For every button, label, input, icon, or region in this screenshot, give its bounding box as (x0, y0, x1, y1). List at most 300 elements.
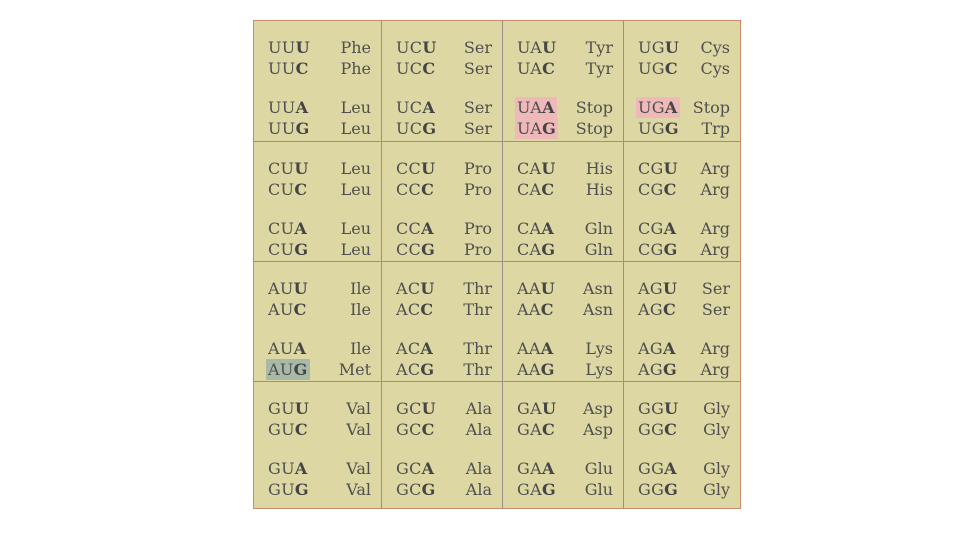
amino-acid: Thr (463, 279, 492, 298)
amino-acid: Val (346, 420, 371, 439)
codon-row (254, 338, 381, 359)
amino-acid: Asn (582, 300, 613, 319)
amino-acid: His (585, 180, 613, 199)
codon-row (503, 419, 623, 440)
codon-bases: GG (638, 459, 665, 478)
amino-acid: Stop (575, 98, 613, 117)
codon (394, 37, 439, 58)
codon-third-base: A (664, 98, 678, 117)
codon-row (624, 37, 740, 58)
amino-acid: Ile (350, 300, 371, 319)
codon-third-base: U (295, 38, 310, 57)
codon-bases: CA (517, 240, 542, 259)
codon-bases: UC (396, 119, 423, 138)
codon-row (503, 479, 623, 500)
amino-acid: Stop (575, 119, 613, 138)
codon-bases: AG (638, 360, 663, 379)
amino-acid: Gly (703, 399, 730, 418)
codon (394, 97, 437, 118)
codon-third-base: C (664, 420, 678, 439)
codon (394, 58, 437, 79)
codon-third-base: A (294, 219, 308, 238)
codon-third-base: C (295, 59, 309, 78)
codon (515, 458, 557, 479)
codon (515, 37, 558, 58)
amino-acid: Lys (585, 360, 613, 379)
codon (266, 97, 310, 118)
amino-acid: Phe (340, 38, 371, 57)
codon-row (624, 479, 740, 500)
amino-acid: Ala (465, 420, 492, 439)
codon-third-base: G (294, 480, 309, 499)
codon-third-base: A (295, 98, 309, 117)
codon-row (382, 179, 502, 200)
codon (266, 58, 311, 79)
codon-row (382, 359, 502, 380)
codon-row (254, 118, 381, 139)
codon-row (382, 118, 502, 139)
codon-third-base: G (421, 240, 436, 259)
codon (266, 158, 311, 179)
codon-bases: AU (268, 279, 294, 298)
codon-third-base: U (540, 279, 555, 298)
codon-bases: GC (396, 459, 422, 478)
codon-third-base: A (421, 459, 435, 478)
amino-acid: Asp (582, 399, 613, 418)
codon-bases: CG (638, 240, 664, 259)
amino-acid: Asn (582, 279, 613, 298)
codon-block (254, 262, 382, 382)
codon-third-base: A (541, 219, 555, 238)
amino-acid: Thr (463, 300, 492, 319)
codon-block (624, 142, 740, 262)
codon-row (503, 118, 623, 139)
codon (266, 118, 312, 139)
codon-bases: CG (638, 180, 664, 199)
codon-bases: UG (638, 59, 665, 78)
stop-codon (515, 118, 558, 139)
codon-row (503, 299, 623, 320)
codon-third-base: A (293, 339, 307, 358)
codon (394, 239, 437, 260)
codon (394, 458, 436, 479)
amino-acid: Ala (465, 459, 492, 478)
codon-bases: GU (268, 480, 295, 499)
codon (394, 338, 435, 359)
codon-bases: AG (638, 300, 663, 319)
amino-acid: Pro (463, 240, 492, 259)
amino-acid: Glu (584, 459, 613, 478)
amino-acid: Ala (465, 480, 492, 499)
codon-row (503, 398, 623, 419)
codon-third-base: U (663, 159, 678, 178)
codon-block (382, 382, 503, 508)
codon-block (503, 21, 624, 142)
codon-bases: UU (268, 59, 296, 78)
codon-third-base: G (295, 119, 310, 138)
codon (394, 419, 437, 440)
codon-third-base: A (540, 339, 554, 358)
codon-third-base: G (294, 240, 309, 259)
codon (636, 479, 680, 500)
codon-third-base: U (664, 38, 680, 57)
amino-acid: Ser (463, 119, 492, 138)
amino-acid: Ser (463, 98, 492, 117)
codon (636, 458, 679, 479)
codon (394, 398, 438, 419)
codon-row (624, 458, 740, 479)
codon-bases: CA (517, 180, 542, 199)
codon-third-base: A (662, 339, 676, 358)
codon-row (503, 278, 623, 299)
codon-block (254, 382, 382, 508)
amino-acid: Ser (701, 279, 730, 298)
codon-bases: GG (638, 399, 665, 418)
codon-row (382, 58, 502, 79)
codon (636, 419, 679, 440)
codon-row (624, 239, 740, 260)
codon-bases: UA (517, 59, 543, 78)
codon (266, 239, 310, 260)
codon-bases: AU (268, 339, 294, 358)
codon-row (503, 97, 623, 118)
codon-third-base: C (542, 59, 556, 78)
codon-bases: AC (396, 360, 421, 379)
amino-acid: Leu (340, 119, 371, 138)
codon (515, 58, 557, 79)
codon-row (503, 179, 623, 200)
codon (394, 179, 436, 200)
codon-third-base: C (662, 300, 676, 319)
codon-bases: CA (517, 159, 542, 178)
codon-bases: UC (396, 59, 423, 78)
codon (266, 179, 309, 200)
codon-bases: GG (638, 480, 665, 499)
codon-row (624, 58, 740, 79)
codon-bases: GC (396, 420, 422, 439)
codon-bases: UU (268, 38, 296, 57)
codon-bases: UG (638, 98, 665, 117)
codon-bases: UC (396, 38, 423, 57)
codon-row (254, 479, 381, 500)
codon-third-base: A (541, 459, 555, 478)
amino-acid: Ser (701, 300, 730, 319)
codon-third-base: C (420, 300, 434, 319)
codon (394, 118, 438, 139)
codon-bases: AU (268, 300, 294, 319)
codon-third-base: G (664, 119, 679, 138)
codon (515, 218, 556, 239)
codon-row (503, 37, 623, 58)
codon-third-base: C (294, 180, 308, 199)
codon-third-base: C (540, 300, 554, 319)
amino-acid: Val (346, 459, 371, 478)
codon-row (254, 278, 381, 299)
codon-third-base: G (541, 480, 556, 499)
codon-bases: CC (396, 159, 422, 178)
codon (394, 479, 438, 500)
codon (636, 299, 678, 320)
codon-block (382, 262, 503, 382)
codon-third-base: A (664, 459, 677, 478)
codon-bases: AU (268, 360, 294, 379)
codon-third-base: C (664, 59, 678, 78)
codon-block (624, 21, 740, 142)
codon-bases: GA (517, 459, 542, 478)
codon-bases: GC (396, 399, 422, 418)
amino-acid: Val (346, 480, 371, 499)
codon-third-base: A (542, 98, 555, 117)
amino-acid: Lys (585, 339, 613, 358)
codon-third-base: C (663, 180, 677, 199)
codon-third-base: U (542, 38, 557, 57)
amino-acid: Arg (700, 360, 730, 379)
codon (515, 338, 555, 359)
codon-bases: CC (396, 180, 422, 199)
codon (515, 419, 557, 440)
codon (515, 359, 557, 380)
codon (515, 479, 558, 500)
codon (636, 218, 678, 239)
amino-acid: Stop (692, 98, 730, 117)
amino-acid: Pro (463, 159, 492, 178)
codon-bases: CU (268, 159, 295, 178)
codon-bases: UU (268, 98, 296, 117)
codon-bases: UA (517, 119, 543, 138)
amino-acid: Val (346, 399, 371, 418)
codon-third-base: G (662, 360, 677, 379)
codon-row (254, 458, 381, 479)
codon-row (624, 398, 740, 419)
codon (266, 218, 309, 239)
codon-bases: GA (517, 420, 542, 439)
codon-bases: GC (396, 480, 422, 499)
codon-row (503, 239, 623, 260)
codon-bases: UG (638, 119, 665, 138)
codon (394, 299, 435, 320)
codon-third-base: C (421, 180, 435, 199)
codon-bases: GU (268, 459, 295, 478)
codon-third-base: U (294, 159, 309, 178)
codon (266, 37, 312, 58)
codon-third-base: C (293, 300, 307, 319)
codon-row (254, 218, 381, 239)
codon-block (624, 262, 740, 382)
codon (515, 398, 558, 419)
amino-acid: Arg (700, 180, 730, 199)
amino-acid: Asp (582, 420, 613, 439)
codon-row (382, 338, 502, 359)
codon (515, 158, 558, 179)
codon-bases: UA (517, 38, 543, 57)
codon-row (503, 58, 623, 79)
codon-row (624, 218, 740, 239)
codon-bases: CU (268, 240, 295, 259)
codon-row (382, 299, 502, 320)
codon-block (503, 262, 624, 382)
codon (515, 179, 556, 200)
codon-row (382, 419, 502, 440)
codon-row (624, 359, 740, 380)
codon-row (254, 158, 381, 179)
codon-row (382, 37, 502, 58)
codon (636, 338, 678, 359)
codon (636, 58, 680, 79)
codon-row (624, 158, 740, 179)
codon (266, 278, 310, 299)
codon-row (382, 158, 502, 179)
codon-row (254, 398, 381, 419)
amino-acid: Leu (340, 98, 371, 117)
amino-acid: Leu (340, 159, 371, 178)
codon-table (253, 20, 741, 509)
amino-acid: Thr (463, 339, 492, 358)
codon-bases: CC (396, 240, 422, 259)
amino-acid: Cys (700, 59, 730, 78)
codon-bases: AA (517, 360, 541, 379)
codon-third-base: U (421, 159, 436, 178)
amino-acid: Ile (350, 339, 371, 358)
codon-row (382, 479, 502, 500)
codon-bases: AG (638, 339, 663, 358)
amino-acid: Arg (700, 159, 730, 178)
codon-third-base: A (294, 459, 308, 478)
start-codon (266, 359, 310, 380)
codon-row (624, 338, 740, 359)
codon-block (624, 382, 740, 508)
codon-third-base: A (663, 219, 677, 238)
codon-third-base: A (420, 339, 434, 358)
codon (636, 359, 679, 380)
codon-third-base: G (540, 360, 555, 379)
codon (636, 398, 680, 419)
amino-acid: Met (338, 360, 371, 379)
codon-third-base: A (421, 219, 434, 238)
codon-third-base: A (422, 98, 436, 117)
codon-third-base: U (664, 399, 679, 418)
codon-bases: GA (517, 480, 542, 499)
codon-row (624, 118, 740, 139)
codon-bases: GA (517, 399, 542, 418)
codon (515, 278, 557, 299)
amino-acid: Arg (700, 219, 730, 238)
amino-acid: His (585, 159, 613, 178)
amino-acid: Trp (701, 119, 730, 138)
codon-third-base: U (662, 279, 678, 298)
codon (266, 479, 311, 500)
codon-row (254, 239, 381, 260)
codon-bases: UC (396, 98, 423, 117)
codon-bases: CG (638, 219, 664, 238)
amino-acid: Cys (700, 38, 730, 57)
codon-row (382, 458, 502, 479)
codon-row (624, 179, 740, 200)
codon-bases: AA (517, 339, 541, 358)
codon-row (382, 398, 502, 419)
codon (515, 299, 556, 320)
codon-bases: CU (268, 219, 295, 238)
codon (266, 398, 311, 419)
amino-acid: Tyr (585, 38, 613, 57)
amino-acid: Arg (700, 240, 730, 259)
codon (266, 338, 308, 359)
codon (515, 239, 557, 260)
amino-acid: Arg (700, 339, 730, 358)
codon-third-base: U (420, 279, 435, 298)
codon-bases: CA (517, 219, 542, 238)
codon-bases: AA (517, 279, 541, 298)
codon-third-base: C (294, 420, 308, 439)
amino-acid: Gly (703, 459, 730, 478)
codon-bases: GU (268, 399, 295, 418)
codon (636, 239, 680, 260)
amino-acid: Ser (463, 59, 492, 78)
stop-codon (515, 97, 557, 118)
codon-row (254, 419, 381, 440)
amino-acid: Gly (703, 480, 730, 499)
codon-block (254, 21, 382, 142)
codon-row (503, 458, 623, 479)
codon-third-base: G (663, 240, 678, 259)
codon-row (382, 218, 502, 239)
codon-row (624, 419, 740, 440)
amino-acid: Ala (465, 399, 492, 418)
codon-third-base: G (422, 119, 437, 138)
codon-third-base: G (664, 480, 679, 499)
codon (636, 37, 681, 58)
amino-acid: Leu (340, 180, 371, 199)
codon-block (254, 142, 382, 262)
codon-row (254, 97, 381, 118)
codon-row (503, 158, 623, 179)
codon-block (503, 382, 624, 508)
amino-acid: Ile (350, 279, 371, 298)
codon-third-base: G (293, 360, 308, 379)
amino-acid: Pro (463, 180, 492, 199)
codon-third-base: U (421, 399, 436, 418)
amino-acid: Thr (463, 360, 492, 379)
codon-row (254, 359, 381, 380)
amino-acid: Phe (340, 59, 371, 78)
amino-acid: Gln (584, 240, 613, 259)
codon-bases: AC (396, 279, 421, 298)
codon-block (503, 142, 624, 262)
amino-acid: Glu (584, 480, 613, 499)
codon-bases: UU (268, 119, 296, 138)
codon (636, 118, 681, 139)
codon-bases: CU (268, 180, 295, 199)
amino-acid: Leu (340, 240, 371, 259)
codon-bases: UG (638, 38, 665, 57)
codon-third-base: C (541, 420, 555, 439)
codon-row (624, 299, 740, 320)
codon (394, 218, 436, 239)
codon-third-base: U (293, 279, 308, 298)
codon-third-base: U (294, 399, 310, 418)
codon-row (503, 359, 623, 380)
amino-acid: Gly (703, 420, 730, 439)
codon-row (382, 239, 502, 260)
codon-bases: UA (517, 98, 543, 117)
codon-bases: GG (638, 420, 665, 439)
codon-third-base: C (422, 59, 436, 78)
codon-block (382, 21, 503, 142)
amino-acid: Ser (463, 38, 492, 57)
amino-acid: Pro (463, 219, 492, 238)
codon (636, 179, 679, 200)
codon (636, 278, 679, 299)
codon-row (503, 218, 623, 239)
